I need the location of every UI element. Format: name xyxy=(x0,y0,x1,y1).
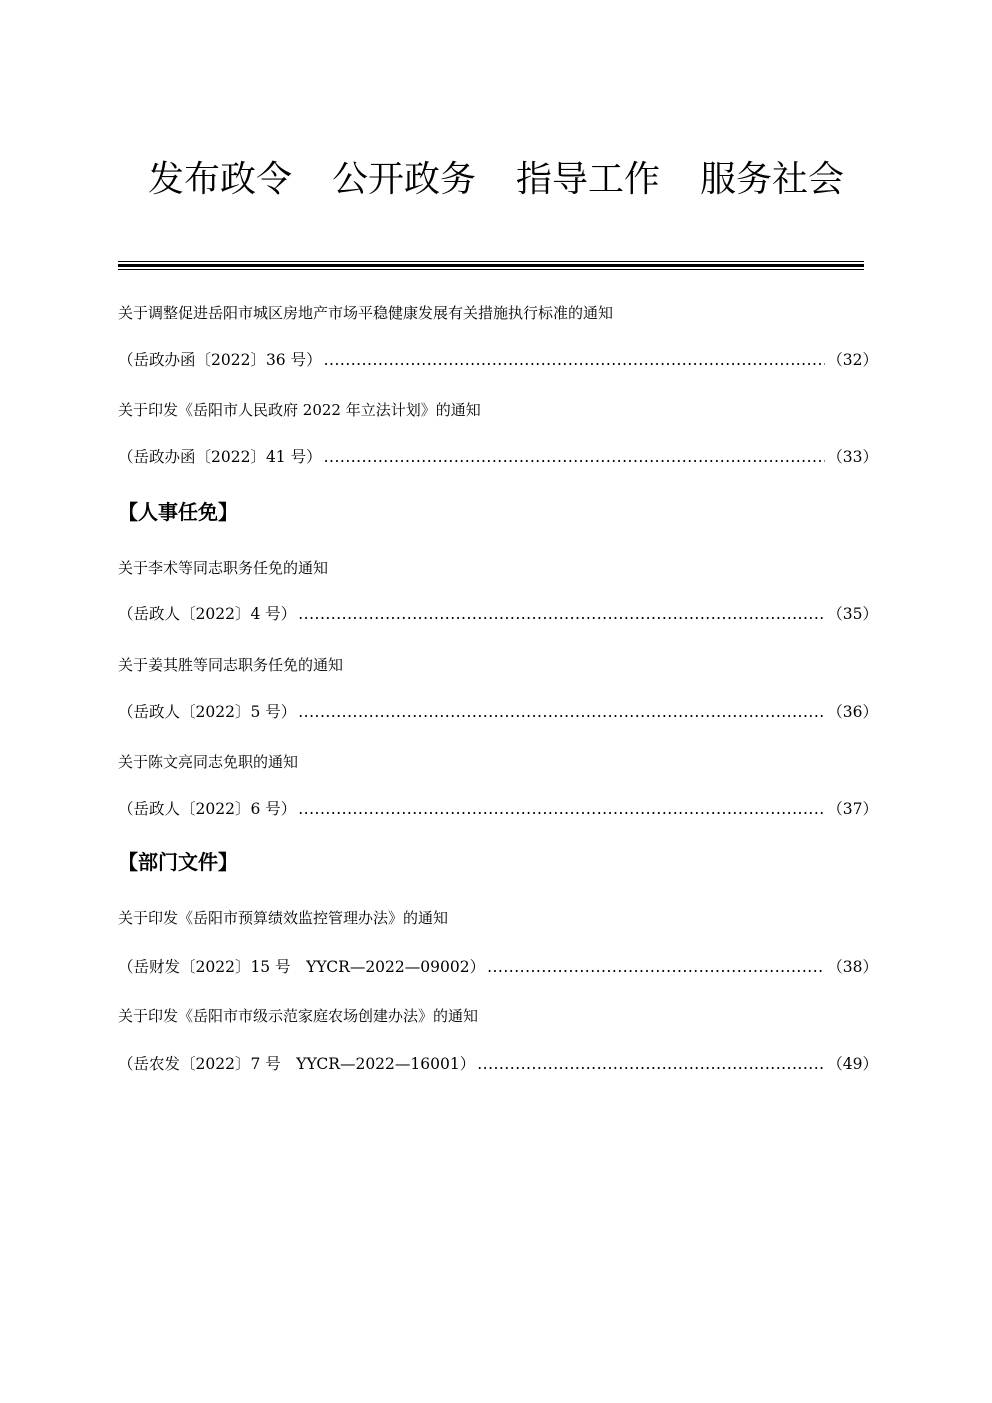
toc-entry-line[interactable] xyxy=(118,955,878,979)
toc-entry-title[interactable]: 关于调整促进岳阳市城区房地产市场平稳健康发展有关措施执行标准的通知 xyxy=(118,304,614,322)
page-number: （36） xyxy=(827,703,878,721)
doc-number: （岳财发〔2022〕15 号 YYCR—2022—09002） xyxy=(118,958,486,976)
toc-entry-title[interactable]: 关于印发《岳阳市人民政府 2022 年立法计划》的通知 xyxy=(118,401,481,419)
doc-number: （岳农发〔2022〕7 号 YYCR—2022—16001） xyxy=(118,1055,476,1073)
dot-leader xyxy=(487,955,825,979)
dot-leader xyxy=(298,602,825,626)
page-number: （33） xyxy=(827,448,878,466)
banner-phrase: 服务社会 xyxy=(700,159,845,200)
page-number: （49） xyxy=(827,1055,878,1073)
toc-entry-line[interactable] xyxy=(118,348,878,372)
page-number: （32） xyxy=(827,351,878,369)
dot-leader xyxy=(477,1052,825,1076)
page-number: （38） xyxy=(827,958,878,976)
doc-number: （岳政办函〔2022〕41 号） xyxy=(118,448,322,466)
dot-leader xyxy=(298,797,825,821)
toc-entry-line[interactable] xyxy=(118,445,878,469)
page-number: （37） xyxy=(827,800,878,818)
toc-entry-line[interactable] xyxy=(118,797,878,821)
triple-divider xyxy=(118,261,864,270)
divider-line xyxy=(118,264,864,267)
section-heading: 【人事任免】 xyxy=(118,500,238,524)
dot-leader xyxy=(324,445,826,469)
page-number: （35） xyxy=(827,605,878,623)
toc-entry-line[interactable] xyxy=(118,1052,878,1076)
banner-phrase: 指导工作 xyxy=(516,159,661,200)
toc-entry-title[interactable]: 关于印发《岳阳市预算绩效监控管理办法》的通知 xyxy=(118,909,449,927)
toc-entry-title[interactable]: 关于李术等同志职务任免的通知 xyxy=(118,559,329,577)
banner-slogan xyxy=(0,158,992,202)
doc-number: （岳政人〔2022〕4 号） xyxy=(118,605,297,623)
dot-leader xyxy=(298,700,825,724)
doc-number: （岳政人〔2022〕5 号） xyxy=(118,703,297,721)
banner-phrase: 公开政务 xyxy=(331,159,476,200)
divider-line xyxy=(118,261,864,262)
banner-phrase: 发布政令 xyxy=(147,159,292,200)
divider-line xyxy=(118,269,864,270)
dot-leader xyxy=(324,348,826,372)
toc-entry-title[interactable]: 关于陈文亮同志免职的通知 xyxy=(118,753,299,771)
toc-entry-title[interactable]: 关于姜其胜等同志职务任免的通知 xyxy=(118,656,344,674)
toc-entry-line[interactable] xyxy=(118,602,878,626)
toc-entry-line[interactable] xyxy=(118,700,878,724)
section-heading: 【部门文件】 xyxy=(118,850,238,874)
doc-number: （岳政办函〔2022〕36 号） xyxy=(118,351,322,369)
doc-number: （岳政人〔2022〕6 号） xyxy=(118,800,297,818)
toc-entry-title[interactable]: 关于印发《岳阳市市级示范家庭农场创建办法》的通知 xyxy=(118,1007,479,1025)
